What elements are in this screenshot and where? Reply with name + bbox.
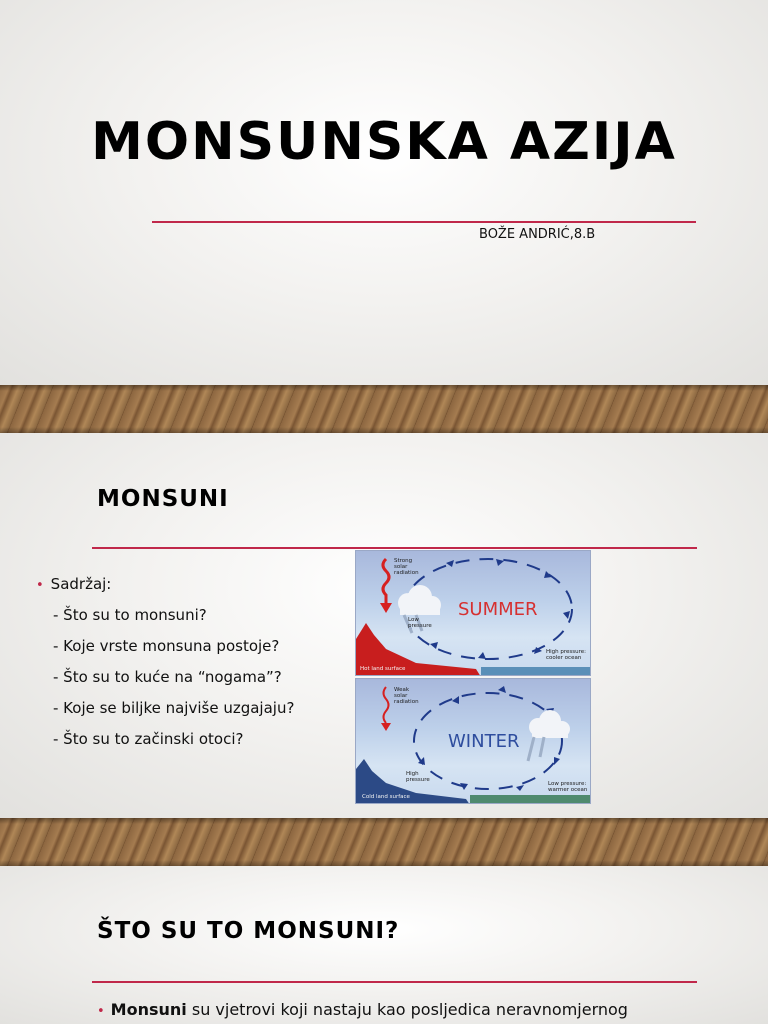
summer-label: SUMMER [458, 599, 538, 620]
term: Monsuni [110, 1000, 187, 1019]
author-name: BOŽE ANDRIĆ,8.B [479, 227, 596, 242]
radiation-arrow-icon [384, 687, 389, 723]
radiation-arrow-icon [383, 559, 389, 603]
low-pressure-label: Low pressure: warmer ocean [548, 781, 588, 793]
list-item: - Što su to kuće na “nogama”? [53, 668, 282, 686]
winter-monsoon-diagram [355, 678, 591, 804]
slide-title: MONSUNSKA AZIJA [91, 112, 677, 172]
winter-label: WINTER [448, 731, 520, 752]
cloud-icon [529, 710, 570, 738]
title-divider [152, 221, 696, 223]
slide-heading: MONSUNI [97, 486, 229, 512]
high-pressure-label: High pressure [406, 771, 430, 783]
list-item: - Što su to monsuni? [53, 606, 207, 624]
summer-monsoon-diagram [355, 550, 591, 676]
bullet-icon: • [36, 578, 44, 593]
heading-divider [92, 547, 697, 549]
list-item: - Koje vrste monsuna postoje? [53, 637, 280, 655]
radiation-label: Strong solar radiation [394, 558, 419, 576]
wood-separator [0, 818, 768, 866]
definition-text: su vjetrovi koji nastaju kao posljedica neravnomjernog [186, 1000, 628, 1019]
list-item: - Koje se biljke najviše uzgajaju? [53, 699, 295, 717]
high-pressure-label: High pressure: cooler ocean [546, 649, 586, 661]
wood-separator [0, 385, 768, 433]
slide-heading: ŠTO SU TO MONSUNI? [97, 918, 400, 944]
low-pressure-label: Low pressure [408, 617, 432, 629]
surface-label: Cold land surface [362, 794, 410, 800]
ocean-shape [481, 667, 591, 676]
heading-divider [92, 981, 697, 983]
surface-label: Hot land surface [360, 666, 406, 672]
cloud-icon [398, 585, 441, 615]
list-item: - Što su to začinski otoci? [53, 730, 244, 748]
ocean-shape [470, 795, 591, 804]
title-slide [0, 0, 768, 385]
definition-paragraph [97, 1000, 628, 1019]
bullet-icon: • [97, 1004, 105, 1019]
list-item-text: Sadržaj: [50, 575, 112, 593]
list-item [36, 575, 111, 593]
radiation-label: Weak solar radiation [394, 687, 419, 705]
